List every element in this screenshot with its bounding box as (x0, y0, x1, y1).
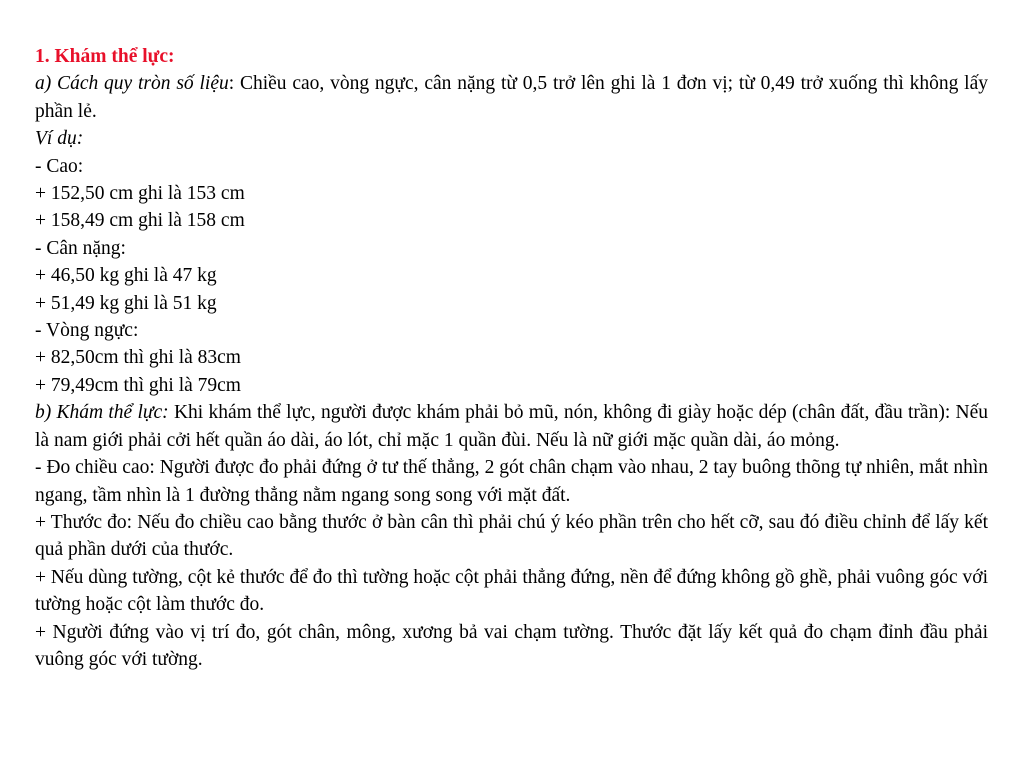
example-height-title: - Cao: (35, 155, 84, 177)
wall-ruler-paragraph: + Nếu dùng tường, cột kẻ thước để đo thì tường hoặc cột phải thẳng đứng, nền để đứng không gồ ghề, phải vuông góc với tường hoặc cột làm thước đo. (35, 566, 988, 616)
section-heading: 1. Khám thể lực: (35, 46, 175, 67)
exam-label: b) Khám thể lực: (35, 402, 169, 424)
example-weight-line: + 51,49 kg ghi là 51 kg (35, 292, 217, 314)
example-chest-title: - Vòng ngực: (35, 320, 139, 342)
ruler-paragraph: + Thước đo: Nếu đo chiều cao bằng thước ở bàn cân thì phải chú ý kéo phần trên cho hết cỡ, sau đó điều chỉnh để lấy kết quả phần dưới của thước. (35, 511, 988, 561)
example-weight-line: + 46,50 kg ghi là 47 kg (35, 265, 217, 287)
rounding-rule-paragraph (35, 70, 988, 125)
example-weight-title: - Cân nặng: (35, 237, 126, 259)
example-height-line: + 152,50 cm ghi là 153 cm (35, 183, 245, 205)
height-measure-paragraph: - Đo chiều cao: Người được đo phải đứng ở tư thế thẳng, 2 gót chân chạm vào nhau, 2 tay buông thõng tự nhiên, mắt nhìn ngang, tầm nhìn là 1 đường thẳng nằm ngang song song với mặt đất. (35, 457, 988, 506)
standing-position-paragraph: + Người đứng vào vị trí đo, gót chân, mông, xương bả vai chạm tường. Thước đặt lấy kết quả đo chạm đỉnh đầu phải vuông góc với tường. (35, 621, 988, 670)
example-chest-line: + 79,49cm thì ghi là 79cm (35, 374, 241, 396)
example-chest-line: + 82,50cm thì ghi là 83cm (35, 347, 241, 369)
example-label: Ví dụ: (35, 128, 84, 150)
document-body (35, 43, 988, 673)
exam-paragraph (35, 399, 988, 454)
rounding-rule-label: a) Cách quy tròn số liệu (35, 73, 229, 95)
rounding-rule-text: : Chiều cao, vòng ngực, cân nặng từ 0,5 trở lên ghi là 1 đơn vị; từ 0,49 trở xuống thì không lấy phần lẻ. (35, 73, 988, 122)
exam-text: Khi khám thể lực, người được khám phải bỏ mũ, nón, không đi giày hoặc dép (chân đất, đầu trần): Nếu là nam giới phải cởi hết quần áo dài, áo lót, chỉ mặc 1 quần đùi. Nếu là nữ giới mặc quần dài, áo mỏng. (35, 402, 988, 451)
example-height-line: + 158,49 cm ghi là 158 cm (35, 210, 245, 232)
